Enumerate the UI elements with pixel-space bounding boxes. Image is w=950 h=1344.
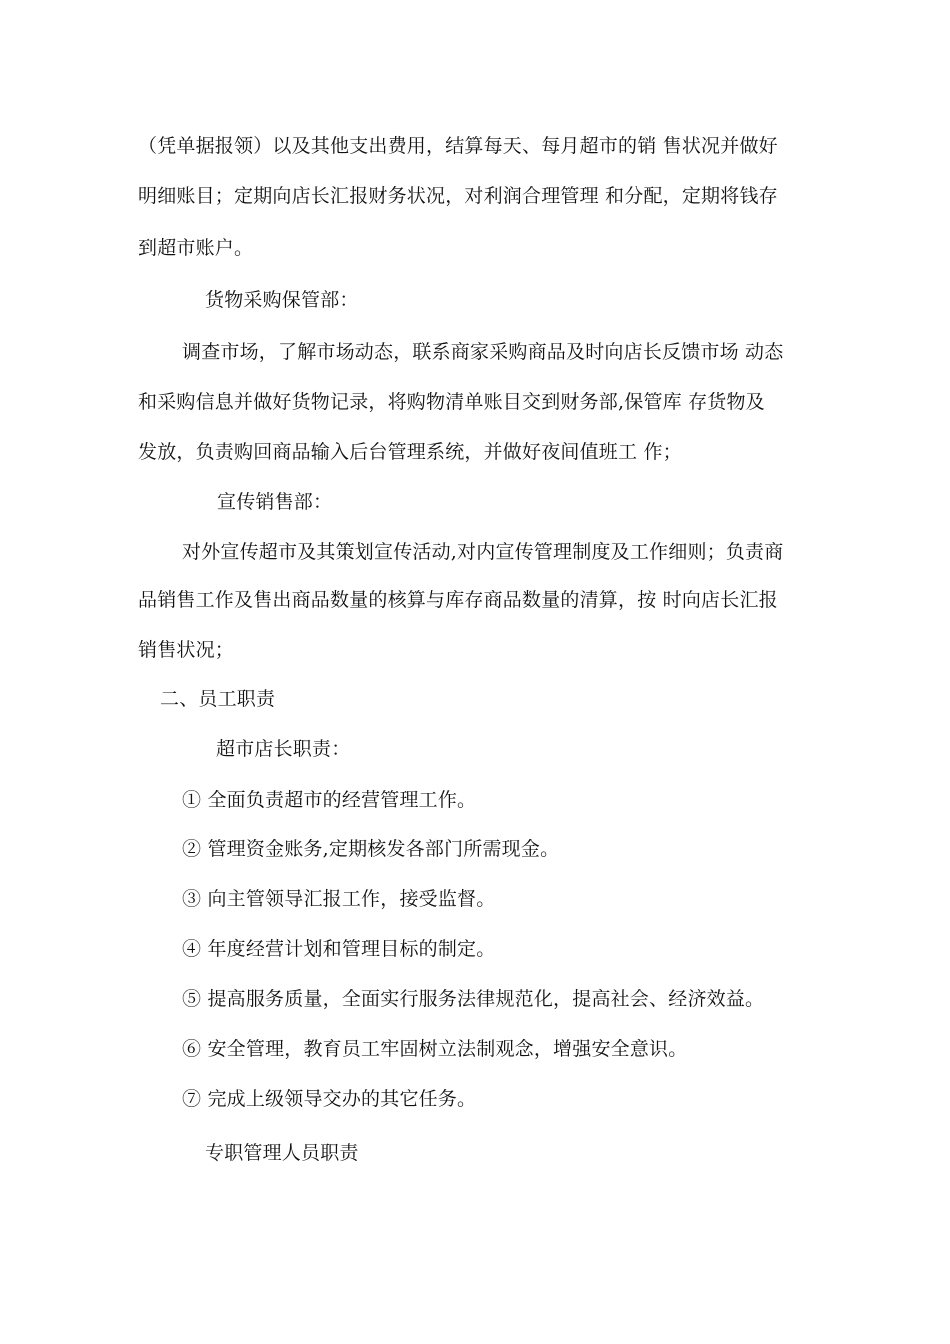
paragraph-line: 销售状况； — [138, 639, 235, 661]
list-item: ⑤ 提高服务质量，全面实行服务法律规范化，提高社会、经济效益。 — [182, 988, 765, 1010]
section-heading-procurement: 货物采购保管部： — [205, 289, 359, 311]
paragraph-line: 和采购信息并做好货物记录，将购物清单账目交到财务部,保管库 存货物及 — [138, 391, 765, 413]
paragraph-line: 发放，负责购回商品输入后台管理系统，并做好夜间值班工 作； — [138, 441, 682, 463]
list-item: ⑥ 安全管理，教育员工牢固树立法制观念，增强安全意识。 — [182, 1038, 688, 1060]
section-heading-staff-duties: 二、员工职责 — [160, 688, 276, 710]
list-item: ⑦ 完成上级领导交办的其它任务。 — [182, 1088, 477, 1110]
section-heading-sales: 宣传销售部： — [217, 491, 333, 513]
paragraph-line: 对外宣传超市及其策划宣传活动,对内宣传管理制度及工作细则；负责商 — [182, 541, 784, 563]
list-item: ① 全面负责超市的经营管理工作。 — [182, 789, 477, 811]
paragraph-line: （凭单据报领）以及其他支出费用，结算每天、每月超市的销 售状况并做好 — [138, 135, 778, 157]
paragraph-line: 品销售工作及售出商品数量的核算与库存商品数量的清算，按 时向店长汇报 — [138, 589, 778, 611]
paragraph-line: 调查市场，了解市场动态，联系商家采购商品及时向店长反馈市场 动态 — [182, 341, 784, 363]
list-item: ② 管理资金账务,定期核发各部门所需现金。 — [182, 838, 560, 860]
list-item: ④ 年度经营计划和管理目标的制定。 — [182, 938, 496, 960]
section-heading-admin-staff: 专职管理人员职责 — [205, 1142, 359, 1164]
section-heading-manager: 超市店长职责： — [216, 738, 351, 760]
list-item: ③ 向主管领导汇报工作，接受监督。 — [182, 888, 496, 910]
paragraph-line: 明细账目；定期向店长汇报财务状况，对利润合理管理 和分配，定期将钱存 — [138, 185, 778, 207]
paragraph-line: 到超市账户。 — [138, 237, 254, 259]
